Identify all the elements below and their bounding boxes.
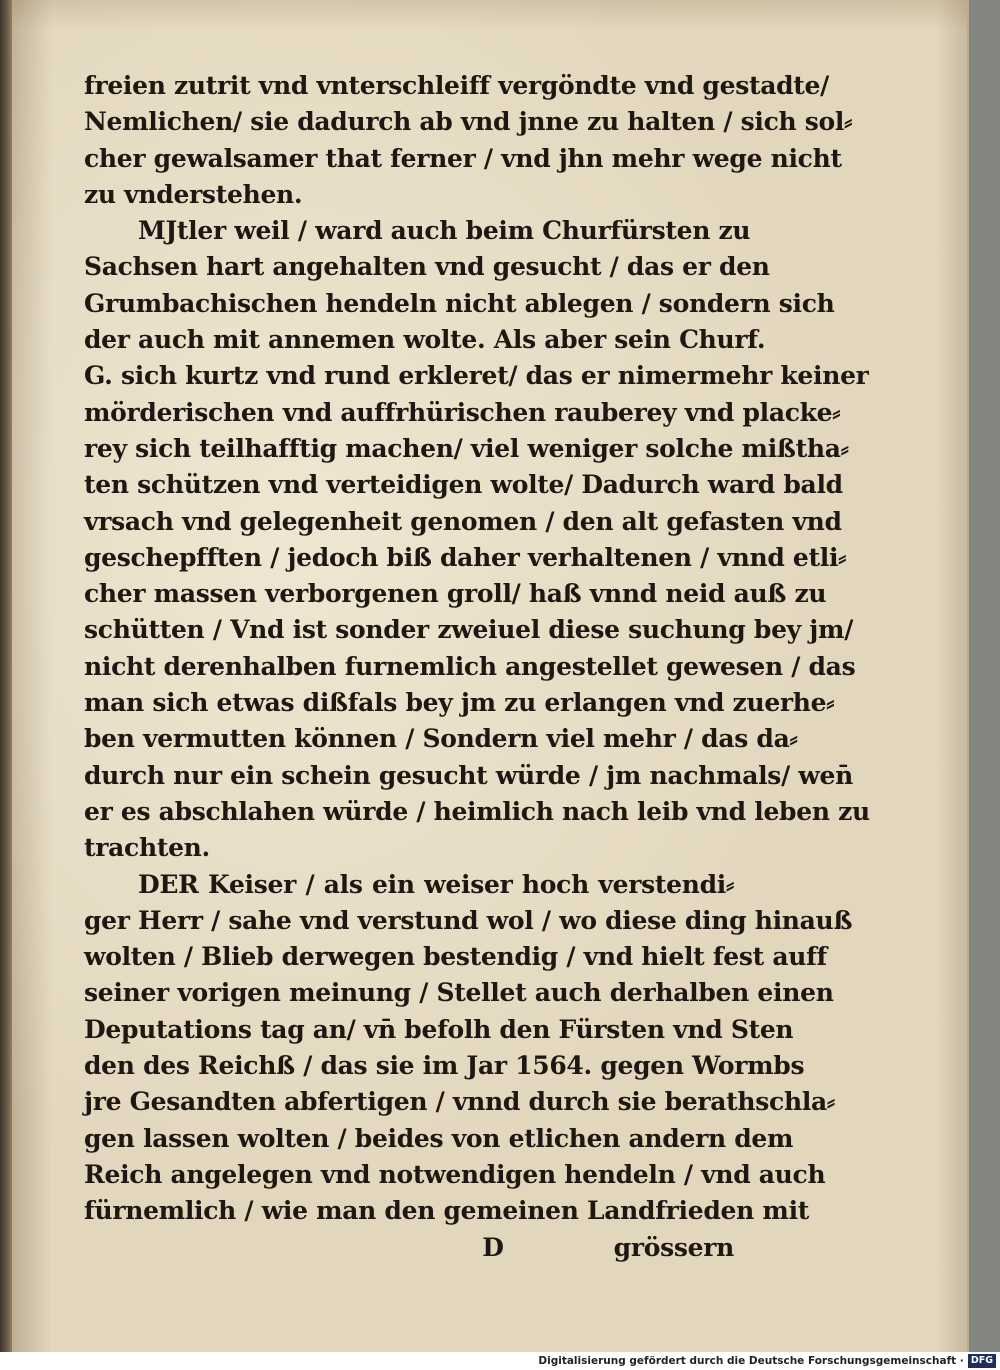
signature-mark: D xyxy=(482,1232,504,1262)
text-line: wolten / Blieb derwegen bestendig / vnd hielt fest auff xyxy=(84,942,827,972)
text-line: schütten / Vnd ist sonder zweiuel diese suchung bey jm/ xyxy=(84,615,854,645)
text-line: trachten. xyxy=(84,833,210,863)
dfg-logo-icon: DFG xyxy=(968,1354,996,1368)
paragraph-start-line: DER Keiser / als ein weiser hoch verstendi⸗ xyxy=(138,869,734,899)
text-line: mörderischen vnd auffrhürischen rauberey vnd placke⸗ xyxy=(84,397,841,427)
book-binding-edge xyxy=(0,0,12,1370)
page-text-block xyxy=(84,68,870,1266)
text-line: den des Reichß / das sie im Jar 1564. gegen Wormbs xyxy=(84,1051,805,1081)
text-line: nicht derenhalben furnemlich angestellet gewesen / das xyxy=(84,651,856,681)
text-line: seiner vorigen meinung / Stellet auch derhalben einen xyxy=(84,978,834,1008)
text-line: ten schützen vnd verteidigen wolte/ Dadurch ward bald xyxy=(84,470,843,500)
funding-credit: Digitalisierung gefördert durch die Deutsche Forschungsgemeinschaft · xyxy=(538,1355,964,1367)
text-line: Sachsen hart angehalten vnd gesucht / das er den xyxy=(84,252,770,282)
text-line: fürnemlich / wie man den gemeinen Landfrieden mit xyxy=(84,1196,810,1226)
text-line: cher massen verborgenen groll/ haß vnnd neid auß zu xyxy=(84,579,827,609)
text-line: freien zutrit vnd vnterschleiff vergöndte vnd gestadte/ xyxy=(84,71,829,100)
text-line: ger Herr / sahe vnd verstund wol / wo diese ding hinauß xyxy=(84,905,853,935)
text-line: jre Gesandten abfertigen / vnnd durch sie berathschla⸗ xyxy=(84,1087,835,1117)
catchword: grössern xyxy=(613,1232,734,1262)
text-line: G. sich kurtz vnd rund erkleret/ das er nimermehr keiner xyxy=(84,361,869,391)
book-page xyxy=(12,0,969,1352)
text-line: Grumbachischen hendeln nicht ablegen / sondern sich xyxy=(84,288,835,318)
text-line: der auch mit annemen wolte. Als aber sein Churf. xyxy=(84,325,766,355)
text-line: Deputations tag an/ vn̄ befolh den Fürsten vnd Sten xyxy=(84,1014,794,1044)
text-line: er es abschlahen würde / heimlich nach leib vnd leben zu xyxy=(84,796,870,826)
text-line: Reich angelegen vnd notwendigen hendeln / vnd auch xyxy=(84,1159,826,1189)
text-line: durch nur ein schein gesucht würde / jm nachmals/ wen̄ xyxy=(84,760,854,790)
text-line: vrsach vnd gelegenheit genomen / den alt gefasten vnd xyxy=(84,506,842,536)
digitization-footer xyxy=(0,1352,1000,1370)
text-line: gen lassen wolten / beides von etlichen andern dem xyxy=(84,1123,794,1153)
text-line: rey sich teilhafftig machen/ viel weniger solche mißtha⸗ xyxy=(84,433,849,463)
text-line: Nemlichen/ sie dadurch ab vnd jnne zu halten / sich sol⸗ xyxy=(84,107,853,137)
text-line: geschepfften / jedoch biß daher verhaltenen / vnnd etli⸗ xyxy=(84,542,847,572)
page-foot-row xyxy=(84,1230,734,1266)
text-line: cher gewalsamer that ferner / vnd jhn mehr wege nicht xyxy=(84,143,842,173)
text-line: ben vermutten können / Sondern viel mehr / das da⸗ xyxy=(84,724,798,754)
paragraph-start-line: MJtler weil / ward auch beim Churfürsten zu xyxy=(138,216,751,246)
text-line: man sich etwas dißfals bey jm zu erlangen vnd zuerhe⸗ xyxy=(84,688,835,718)
text-line: zu vnderstehen. xyxy=(84,179,303,209)
